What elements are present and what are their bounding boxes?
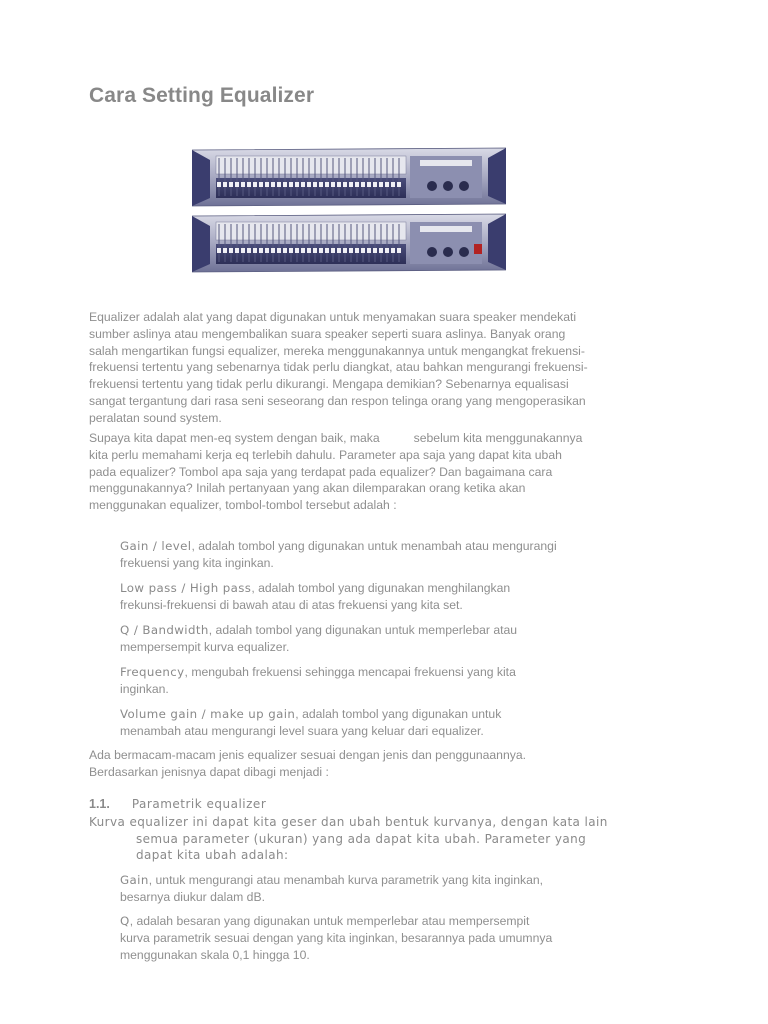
parameter-term: Gain xyxy=(120,873,149,887)
fader-knob xyxy=(283,248,287,253)
text-line: , adalah besaran yang digunakan untuk memperlebar atau mempersempit xyxy=(129,914,530,928)
fader-knob xyxy=(217,182,221,187)
fader-knob xyxy=(373,182,377,187)
fader-knob xyxy=(277,182,281,187)
fader-knob xyxy=(283,182,287,187)
text-line: dapat kita ubah adalah: xyxy=(136,848,289,862)
fader-knob xyxy=(307,182,311,187)
text-line: , adalah tombol yang digunakan untuk xyxy=(295,707,502,721)
control-item-volume-gain xyxy=(120,706,600,740)
fader-knob xyxy=(313,248,317,253)
text-line: frekuensi yang kita inginkan. xyxy=(120,555,274,570)
text-line: , adalah tombol yang digunakan untuk menambah atau mengurangi xyxy=(191,539,557,553)
fader-knob xyxy=(295,248,299,253)
fader-knob xyxy=(397,182,401,187)
fader-knob xyxy=(277,248,281,253)
text-line: menggunakannya? Inilah pertanyaan yang akan dilemparakan orang ketika akan xyxy=(89,481,526,496)
equalizer-unit-top xyxy=(192,148,506,206)
fader-knob xyxy=(229,248,233,253)
text-line: kita perlu memahami kerja eq terlebih dahulu. Parameter apa saja yang dapat kita ubah xyxy=(89,447,562,462)
fader-knob xyxy=(313,182,317,187)
fader-knob xyxy=(259,248,263,253)
text-line: peralatan sound system. xyxy=(89,410,222,425)
text-line: , adalah tombol yang digunakan untuk memperlebar atau xyxy=(208,623,518,637)
fader-knob xyxy=(331,182,335,187)
fader-knob xyxy=(217,248,221,253)
text-line: besarnya diukur dalam dB. xyxy=(120,889,265,904)
control-term: Gain / level xyxy=(120,539,192,553)
fader-knob xyxy=(367,248,371,253)
control-term: Low pass / High pass xyxy=(120,581,252,595)
control-term: Volume gain / make up gain xyxy=(120,707,296,721)
control-item-gain xyxy=(120,538,600,572)
fader-knob xyxy=(373,248,377,253)
fader-knob xyxy=(343,182,347,187)
section-description xyxy=(89,814,609,864)
fader-knob xyxy=(385,248,389,253)
fader-knob xyxy=(397,248,401,253)
fader-knob xyxy=(271,182,275,187)
fader-knob xyxy=(289,248,293,253)
fader-knob xyxy=(337,182,341,187)
text-line: menambah atau mengurangi level suara yang keluar dari equalizer. xyxy=(120,723,484,738)
fader-knob xyxy=(289,182,293,187)
text-line: sumber aslinya atau mengembalikan suara speaker seperti suara aslinya. Banyak orang xyxy=(89,326,566,341)
fader-knob xyxy=(301,182,305,187)
fader-knob xyxy=(325,182,329,187)
text-line: Supaya kita dapat men-eq system dengan baik, maka xyxy=(89,431,380,445)
fader-knob xyxy=(349,182,353,187)
intro-paragraph-2 xyxy=(89,430,609,514)
fader-knob xyxy=(319,182,323,187)
text-line: kurva parametrik sesuai dengan yang kita inginkan, besarannya pada umumnya xyxy=(120,930,553,945)
text-line: menggunakan skala 0,1 hingga 10. xyxy=(120,947,310,962)
control-item-low-high-pass xyxy=(120,580,600,614)
text-line: sebelum kita menggunakannya xyxy=(413,431,583,445)
fader-knob xyxy=(337,248,341,253)
equalizer-unit-bottom xyxy=(192,214,506,272)
fader-knob xyxy=(343,248,347,253)
fader-knob xyxy=(271,248,275,253)
parametric-item-gain xyxy=(120,872,600,906)
fader-knob xyxy=(355,248,359,253)
fader-knob xyxy=(361,182,365,187)
fader-knob xyxy=(223,182,227,187)
text-line: , untuk mengurangi atau menambah kurva parametrik yang kita inginkan, xyxy=(148,873,544,887)
fader-knob xyxy=(367,182,371,187)
equalizer-photo xyxy=(192,146,506,274)
fader-knob xyxy=(259,182,263,187)
parameter-term: Q xyxy=(120,914,130,928)
text-line: menggunakan equalizer, tombol-tombol tersebut adalah : xyxy=(89,498,397,513)
fader-knob xyxy=(241,182,245,187)
text-line: frekuensi tertentu yang sebenarnya tidak perlu diangkat, atau bahkan mengurangi frekuensi- xyxy=(89,360,588,375)
text-line: sangat tergantung dari rasa seni seseorang dan respon telinga orang yang mengoperasikan xyxy=(89,393,586,408)
fader-knob xyxy=(253,248,257,253)
section-number: 1.1. xyxy=(89,797,110,811)
fader-knob xyxy=(319,248,323,253)
section-title: Parametrik equalizer xyxy=(131,797,267,811)
fader-knob xyxy=(295,182,299,187)
fader-knob xyxy=(391,248,395,253)
fader-knob xyxy=(265,182,269,187)
text-line: , adalah tombol yang digunakan menghilangkan xyxy=(251,581,511,595)
fader-knob xyxy=(235,248,239,253)
fader-knob xyxy=(253,182,257,187)
control-item-frequency xyxy=(120,664,600,698)
fader-knob xyxy=(379,248,383,253)
parametric-item-q xyxy=(120,913,600,963)
fader-knob xyxy=(331,248,335,253)
text-line: pada equalizer? Tombol apa saja yang terdapat pada equalizer? Dan bagaimana cara xyxy=(89,464,553,479)
fader-knob xyxy=(385,182,389,187)
control-term: Q / Bandwidth xyxy=(120,623,209,637)
fader-knob xyxy=(307,248,311,253)
fader-knob xyxy=(235,182,239,187)
fader-knob xyxy=(229,182,233,187)
text-line: mempersempit kurva equalizer. xyxy=(120,639,290,654)
fader-knob xyxy=(325,248,329,253)
section-heading xyxy=(89,797,266,811)
text-line: Kurva equalizer ini dapat kita geser dan ubah bentuk kurvanya, dengan kata lain xyxy=(89,815,608,829)
fader-knob xyxy=(391,182,395,187)
fader-knob xyxy=(301,248,305,253)
fader-knob xyxy=(355,182,359,187)
intro-paragraph-1 xyxy=(89,309,609,427)
text-line: salah mengartikan fungsi equalizer, mereka menggunakannya untuk mengangkat frekuensi- xyxy=(89,343,585,358)
fader-knob xyxy=(241,248,245,253)
text-line: Berdasarkan jenisnya dapat dibagi menjadi : xyxy=(89,764,329,779)
text-line: frekuensi tertentu yang tidak perlu dikurangi. Mengapa demikian? Sebenarnya equalisasi xyxy=(89,377,569,392)
page-title: Cara Setting Equalizer xyxy=(89,84,315,107)
fader-knob xyxy=(349,248,353,253)
control-item-q-bandwidth xyxy=(120,622,600,656)
fader-knob xyxy=(247,182,251,187)
text-line: , mengubah frekuensi sehingga mencapai frekuensi yang kita xyxy=(184,665,516,679)
fader-knob xyxy=(223,248,227,253)
control-term: Frequency xyxy=(120,665,185,679)
types-paragraph xyxy=(89,747,609,781)
fader-knob xyxy=(265,248,269,253)
text-line: Ada bermacam-macam jenis equalizer sesuai dengan jenis dan penggunaannya. xyxy=(89,748,526,762)
fader-knob xyxy=(247,248,251,253)
text-line: Equalizer adalah alat yang dapat digunakan untuk menyamakan suara speaker mendekati xyxy=(89,310,577,324)
fader-knob xyxy=(361,248,365,253)
text-line: frekunsi-frekuensi di bawah atau di atas frekuensi yang kita set. xyxy=(120,597,463,612)
fader-knob xyxy=(379,182,383,187)
text-line: semua parameter (ukuran) yang ada dapat kita ubah. Parameter yang xyxy=(136,831,587,846)
text-line: inginkan. xyxy=(120,681,169,696)
